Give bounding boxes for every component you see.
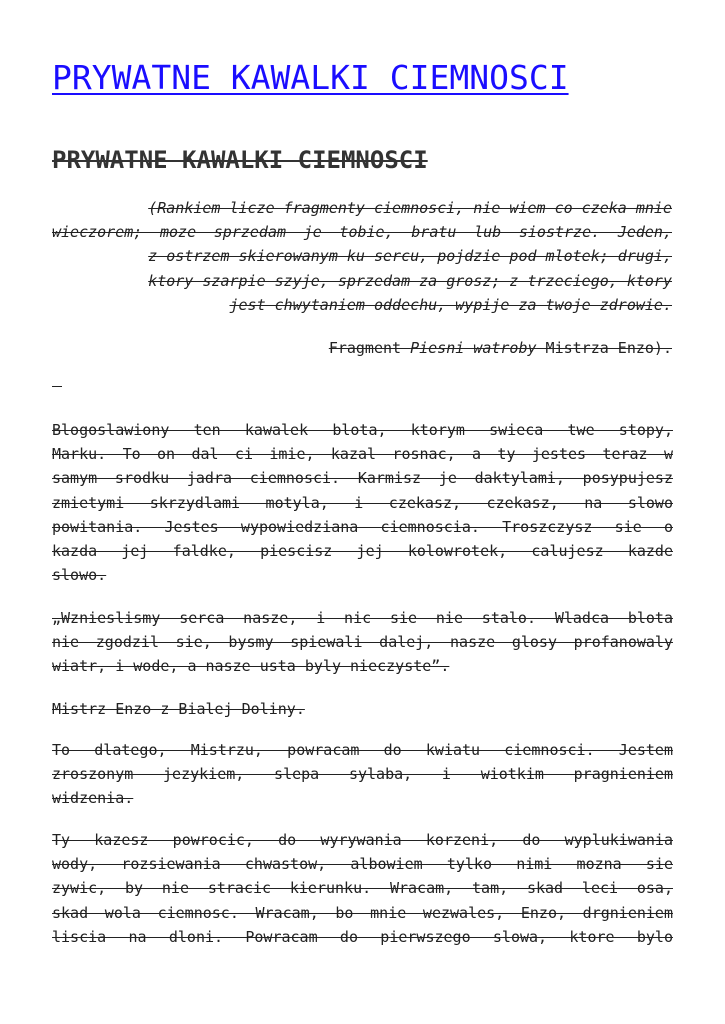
paragraph-line: samym srodku jadra ciemnosci. Karmisz je daktylami, posypujesz	[52, 469, 673, 488]
paragraph-line: slowo.	[52, 566, 107, 585]
epigraph-line: z ostrzem skierowanym ku sercu, pojdzie pod mlotek; drugi,	[148, 247, 672, 266]
paragraph-5	[52, 828, 673, 949]
paragraph-2	[52, 606, 673, 679]
paragraph-line: Ty kazesz powrocic, do wyrywania korzeni, do wyplukiwania	[52, 831, 673, 849]
fragment-suffix: Mistrza Enzo).	[536, 339, 672, 357]
paragraph-line: Mistrz Enzo z Bialej Doliny.	[52, 700, 305, 718]
paragraph-line: kazda jej faldke, piescisz jej kolowrotek, calujesz kazde	[52, 542, 673, 561]
paragraph-line: skad wola ciemnosc. Wracam, bo mnie wezwales, Enzo, drgnieniem	[52, 903, 673, 922]
paragraph-line: Blogoslawiony ten kawalek blota, ktorym swieca twe stopy,	[52, 421, 673, 439]
paragraph-line: wody, rozsiewania chwastow, albowiem tylko nimi mozna sie	[52, 855, 673, 874]
paragraph-line: zroszonym jezykiem, slepa sylaba, i wiotkim pragnieniem	[52, 765, 673, 784]
title-link[interactable]: PRYWATNE KAWALKI CIEMNOSCI	[52, 58, 569, 97]
paragraph-1	[52, 418, 673, 587]
paragraph-3	[52, 697, 673, 721]
paragraph-line: To dlatego, Mistrzu, powracam do kwiatu ciemnosci. Jestem	[52, 741, 673, 759]
fragment-attribution	[329, 336, 672, 360]
epigraph-line: (Rankiem licze fragmenty ciemnosci, nie wiem co czeka mnie	[148, 199, 672, 217]
separator-dash	[52, 386, 62, 387]
paragraph-line: wiatr, i wode, a nasze usta byly nieczyste”.	[52, 657, 450, 676]
epigraph-quote	[52, 196, 672, 317]
paragraph-line: Marku. To on dal ci imie, kazal rosnac, a ty jestes teraz w	[52, 445, 673, 464]
paragraph-line: widzenia.	[52, 789, 134, 808]
epigraph-line: jest chwytaniem oddechu, wypije za twoje zdrowie.	[229, 295, 672, 314]
paragraph-line: „Wznieslismy serca nasze, i nic sie nie stalo. Wladca blota	[52, 609, 673, 627]
article-heading: PRYWATNE KAWALKI CIEMNOSCI	[52, 146, 428, 174]
fragment-work-title: Piesni watroby	[410, 339, 537, 357]
paragraph-4	[52, 738, 673, 811]
paragraph-line: powitania. Jestes wypowiedziana ciemnoscia. Troszczysz sie o	[52, 517, 673, 536]
epigraph-line: ktory szarpie szyje, sprzedam za grosz; z trzeciego, ktory	[148, 271, 672, 290]
paragraph-line: zmietymi skrzydlami motyla, i czekasz, czekasz, na slowo	[52, 493, 673, 512]
paragraph-line: nie zgodzil sie, bysmy spiewali dalej, nasze glosy profanowaly	[52, 633, 673, 652]
paragraph-line: liscia na dloni. Powracam do pierwszego slowa, ktore bylo	[52, 927, 673, 946]
paragraph-line: zywic, by nie stracic kierunku. Wracam, tam, skad leci osa,	[52, 879, 673, 898]
epigraph-line: wieczorem; moze sprzedam je tobie, bratu lub siostrze. Jeden,	[52, 223, 672, 242]
fragment-prefix: Fragment	[328, 339, 411, 357]
